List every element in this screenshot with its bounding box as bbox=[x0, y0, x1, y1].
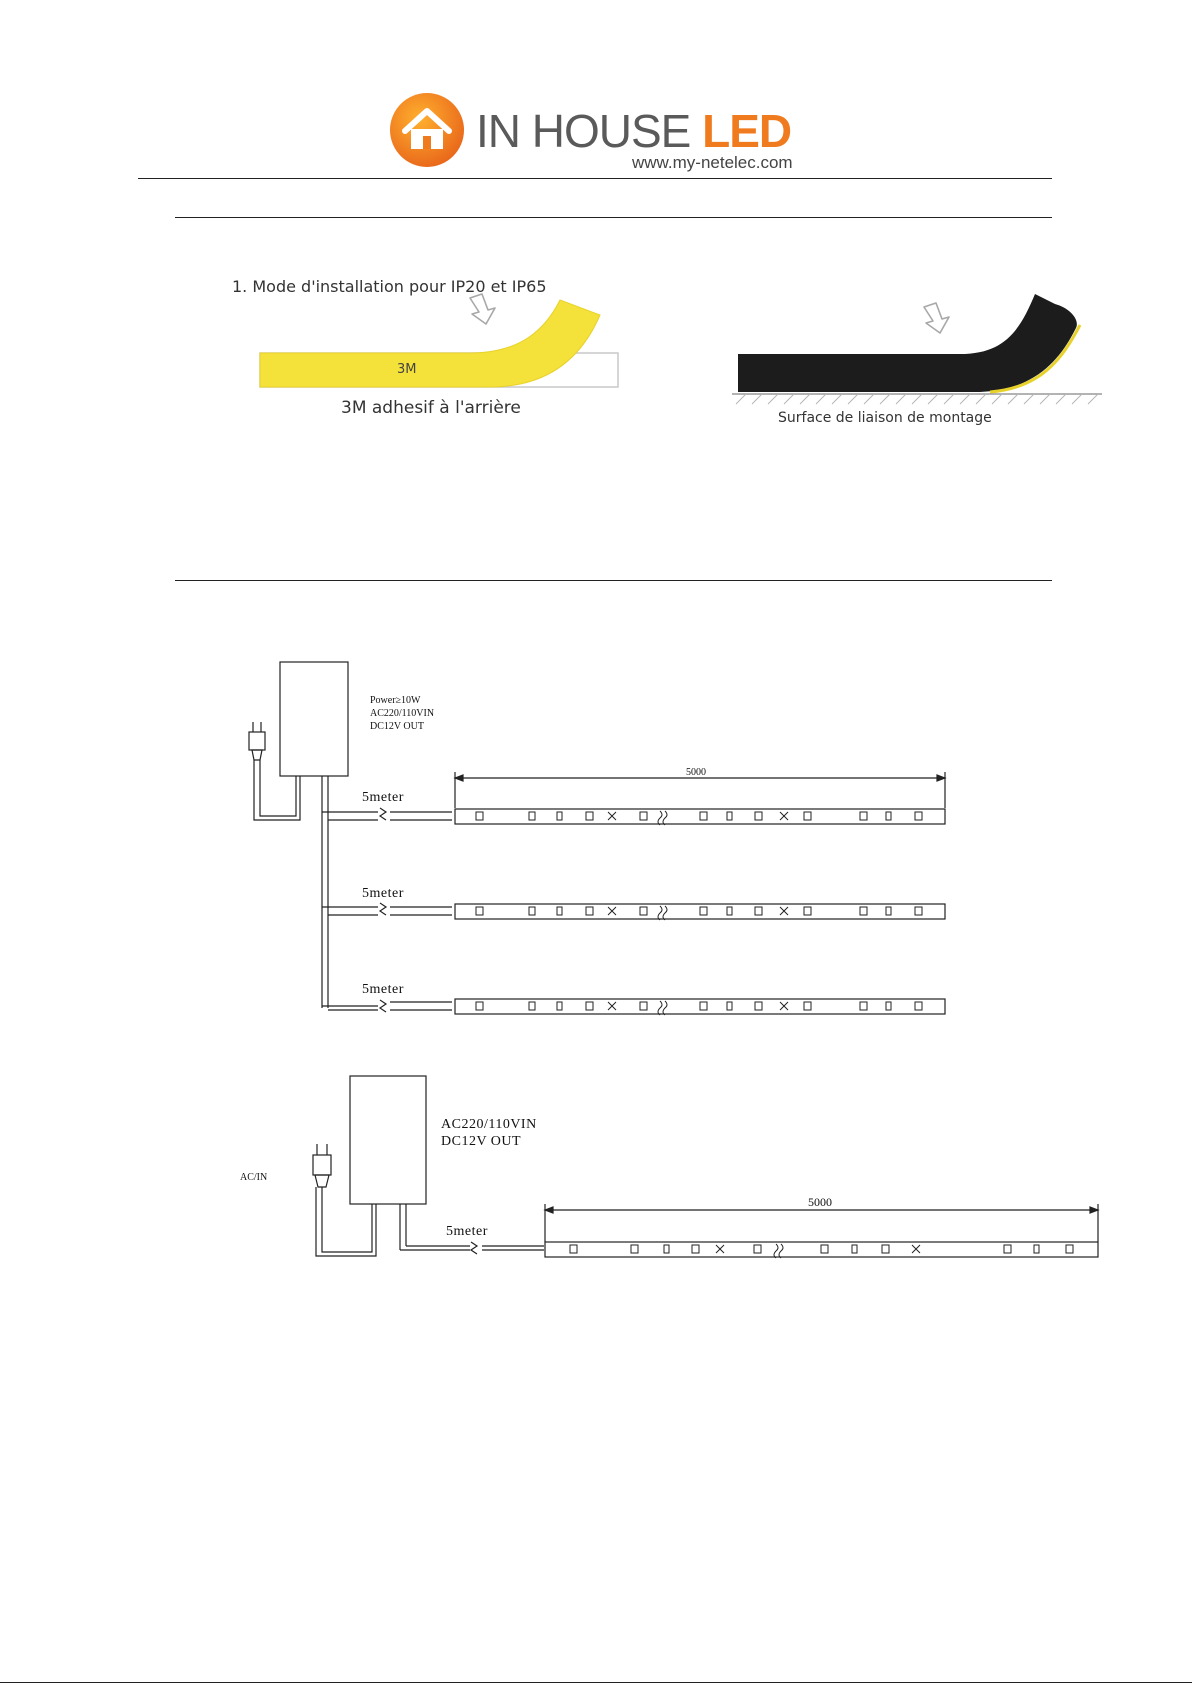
website-url: www.my-netelec.com bbox=[632, 153, 793, 172]
dc-output-label: DC12V OUT bbox=[370, 721, 424, 732]
plug-icon-2 bbox=[313, 1144, 376, 1256]
lead-length-label-single: 5meter bbox=[446, 1224, 488, 1239]
ac-input-label-2: AC220/110VIN bbox=[441, 1117, 537, 1132]
strip-length-label: 5000 bbox=[686, 767, 706, 778]
power-supply-box-2 bbox=[350, 1076, 426, 1204]
brand-name-led: LED bbox=[702, 105, 792, 157]
ac-input-label: AC220/110VIN bbox=[370, 708, 435, 719]
strip-length-label-2: 5000 bbox=[808, 1195, 832, 1209]
brand-name-in-house: IN HOUSE bbox=[476, 105, 703, 157]
lead-length-label-3: 5meter bbox=[362, 982, 404, 997]
lead-length-label-2: 5meter bbox=[362, 886, 404, 901]
lead-length-label-1: 5meter bbox=[362, 790, 404, 805]
tape-3m-label: 3M bbox=[397, 362, 417, 377]
footer-divider bbox=[0, 1682, 1192, 1683]
power-rating-label: Power≥10W bbox=[370, 695, 421, 706]
led-strip-single bbox=[545, 1242, 1098, 1258]
mounting-surface-caption: Surface de liaison de montage bbox=[778, 410, 992, 426]
dc-output-label-2: DC12V OUT bbox=[441, 1134, 522, 1149]
installation-title: 1. Mode d'installation pour IP20 et IP65 bbox=[232, 277, 547, 296]
adhesive-caption: 3M adhesif à l'arrière bbox=[341, 398, 521, 418]
ac-in-label: AC/IN bbox=[240, 1172, 268, 1183]
